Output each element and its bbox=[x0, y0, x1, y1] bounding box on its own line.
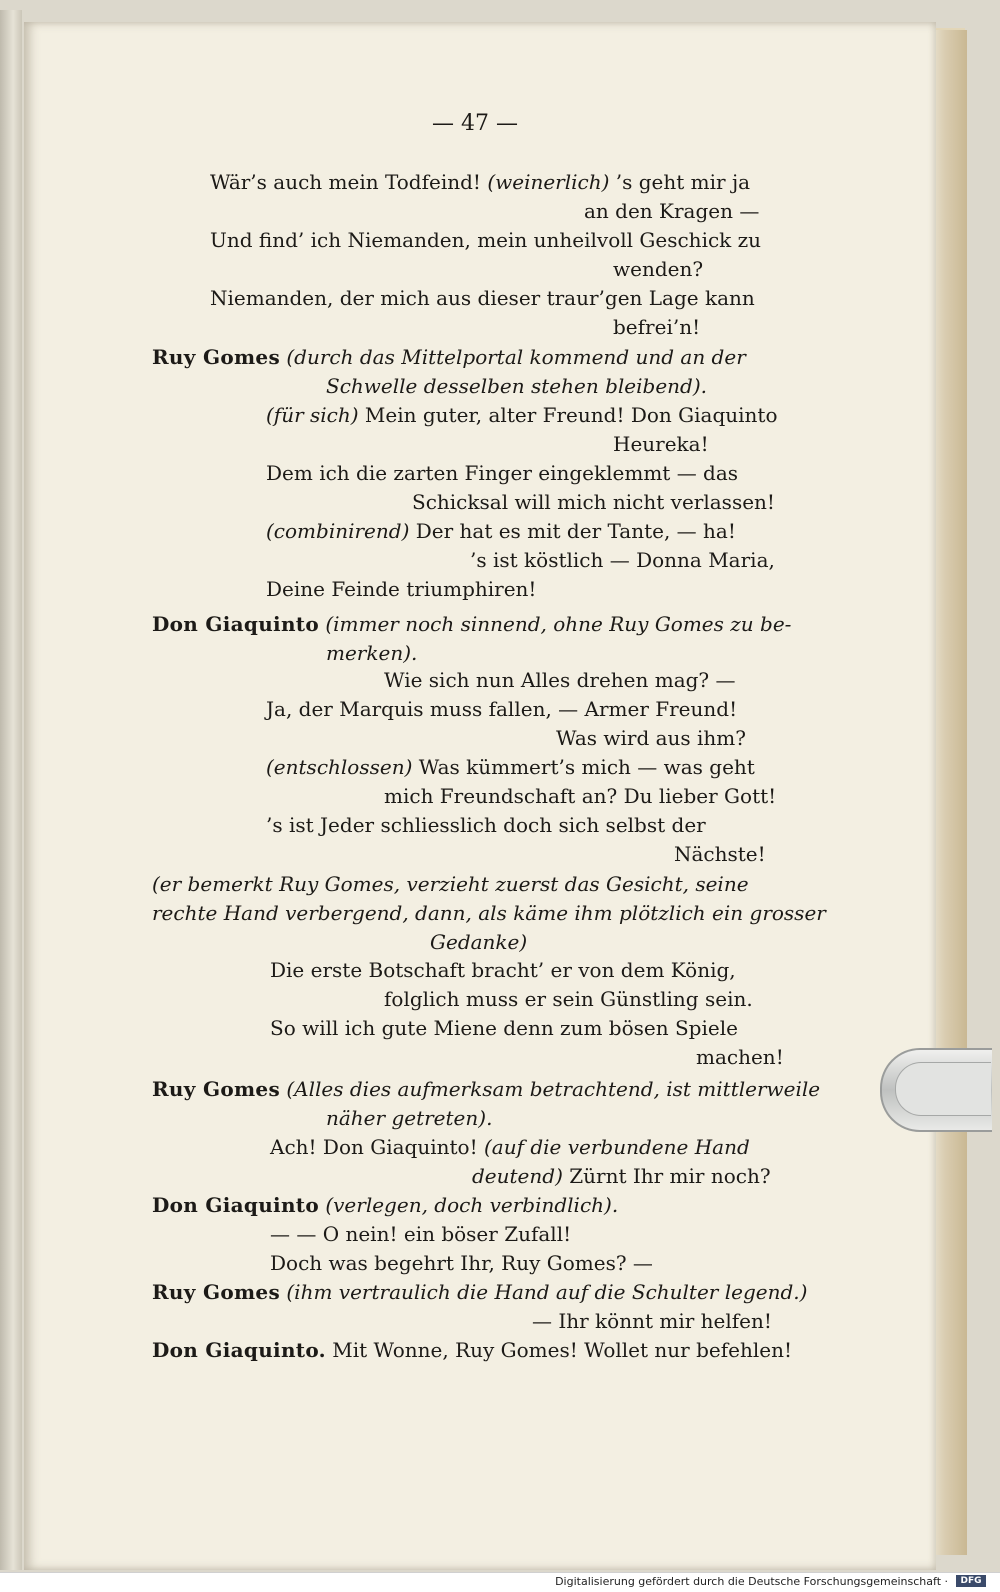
speaker-name: Don Giaquinto. bbox=[152, 1338, 326, 1362]
text-line: wenden? bbox=[613, 257, 704, 281]
speaker-name: Don Giaquinto bbox=[152, 1193, 319, 1217]
stage-line: Don Giaquinto (verlegen, doch verbindlich). bbox=[152, 1193, 619, 1217]
stage-direction: Schwelle desselben stehen bleibend). bbox=[326, 374, 708, 398]
stage-direction: (er bemerkt Ruy Gomes, verzieht zuerst das Gesicht, seine bbox=[152, 872, 749, 896]
text-line: Niemanden, der mich aus dieser traur’gen Lage kann bbox=[210, 286, 755, 310]
stage-direction: rechte Hand verbergend, dann, als käme ihm plötzlich ein grosser bbox=[152, 901, 826, 925]
dfg-logo: DFG bbox=[956, 1575, 986, 1587]
text-line: befrei’n! bbox=[613, 315, 701, 339]
speaker-name: Ruy Gomes bbox=[152, 1077, 281, 1101]
text-line: an den Kragen — bbox=[584, 199, 760, 223]
text-line: (entschlossen) Was kümmert’s mich — was geht bbox=[266, 755, 755, 779]
text-line: deutend) Zürnt Ihr mir noch? bbox=[472, 1164, 771, 1188]
stage-direction: merken). bbox=[326, 641, 418, 665]
speaker-name: Ruy Gomes bbox=[152, 1280, 281, 1304]
stage-line: Ruy Gomes (durch das Mittelportal kommend und an der bbox=[152, 345, 746, 369]
text-line: Doch was begehrt Ihr, Ruy Gomes? — bbox=[270, 1251, 653, 1275]
text-line: mich Freundschaft an? Du lieber Gott! bbox=[384, 784, 777, 808]
text-line: Und find’ ich Niemanden, mein unheilvoll Geschick zu bbox=[210, 228, 762, 252]
text-line: Heureka! bbox=[613, 432, 709, 456]
footer-credit: Digitalisierung gefördert durch die Deutsche Forschungsgemeinschaft · bbox=[555, 1575, 948, 1588]
stage-direction: näher getreten). bbox=[326, 1106, 493, 1130]
page-clip-inner bbox=[895, 1062, 991, 1116]
text-line: machen! bbox=[696, 1045, 784, 1069]
stage-line: Ruy Gomes (Alles dies aufmerksam betrachtend, ist mittlerweile bbox=[152, 1077, 821, 1101]
stage-line: Ruy Gomes (ihm vertraulich die Hand auf die Schulter legend.) bbox=[152, 1280, 808, 1304]
text-line: — Ihr könnt mir helfen! bbox=[532, 1309, 772, 1333]
stage-line: Don Giaquinto. Mit Wonne, Ruy Gomes! Wollet nur befehlen! bbox=[152, 1338, 792, 1362]
text-line: (für sich) Mein guter, alter Freund! Don Giaquinto bbox=[266, 403, 778, 427]
speaker-name: Ruy Gomes bbox=[152, 345, 281, 369]
text-line: Nächste! bbox=[674, 842, 766, 866]
text-line: So will ich gute Miene denn zum bösen Spiele bbox=[270, 1016, 738, 1040]
text-line: Deine Feinde triumphiren! bbox=[266, 577, 537, 601]
text-line: ’s ist köstlich — Donna Maria, bbox=[470, 548, 775, 572]
text-line: ’s ist Jeder schliesslich doch sich selbst der bbox=[266, 813, 706, 837]
page-number: — 47 — bbox=[432, 111, 518, 136]
book-cover-left bbox=[0, 10, 22, 1570]
speaker-name: Don Giaquinto bbox=[152, 612, 319, 636]
stage-direction: Gedanke) bbox=[430, 930, 528, 954]
text-line: — — O nein! ein böser Zufall! bbox=[270, 1222, 572, 1246]
stage-line: Don Giaquinto (immer noch sinnend, ohne Ruy Gomes zu be- bbox=[152, 612, 792, 636]
text-line: Was wird aus ihm? bbox=[556, 726, 746, 750]
text-line: Die erste Botschaft bracht’ er von dem König, bbox=[270, 958, 736, 982]
text-line: Wie sich nun Alles drehen mag? — bbox=[384, 668, 736, 692]
text-line: Ach! Don Giaquinto! (auf die verbundene Hand bbox=[270, 1135, 750, 1159]
text-line: Dem ich die zarten Finger eingeklemmt — das bbox=[266, 461, 739, 485]
text-line: Schicksal will mich nicht verlassen! bbox=[412, 490, 775, 514]
text-line: folglich muss er sein Günstling sein. bbox=[384, 987, 753, 1011]
text-line: (combinirend) Der hat es mit der Tante, — ha! bbox=[266, 519, 736, 543]
text-line: Ja, der Marquis muss fallen, — Armer Freund! bbox=[266, 697, 738, 721]
text-line: Wär’s auch mein Todfeind! (weinerlich) ’s geht mir ja bbox=[210, 170, 751, 194]
